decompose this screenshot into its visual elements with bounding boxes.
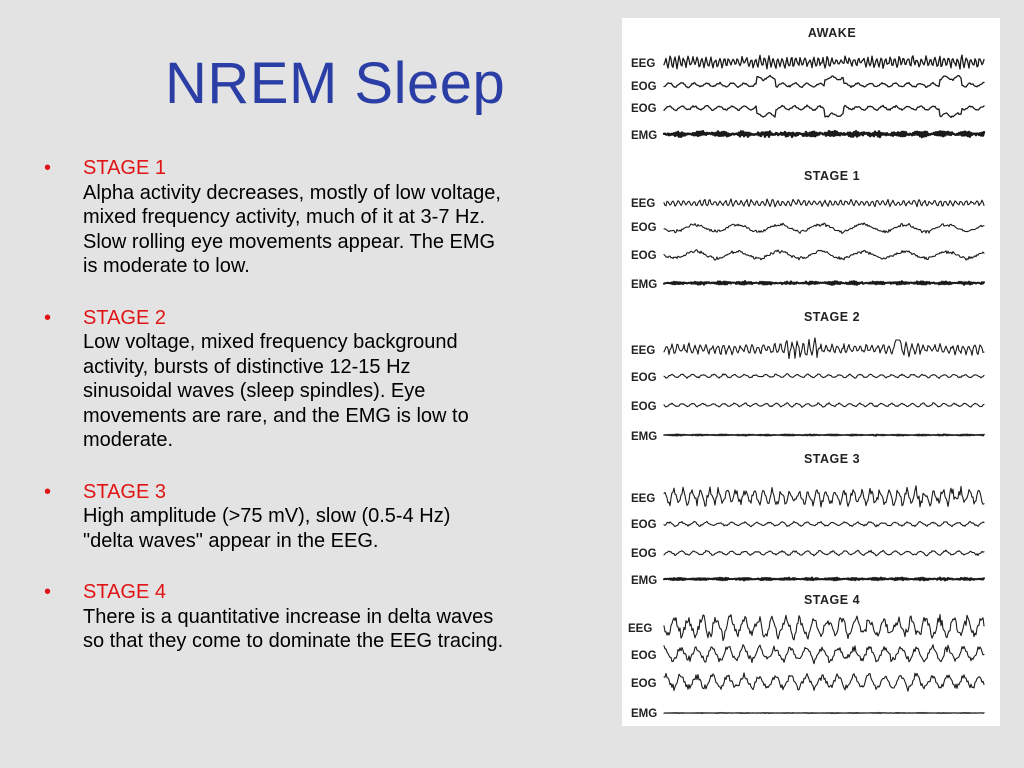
channel-label: EOG bbox=[631, 250, 657, 262]
emg-trace bbox=[664, 578, 984, 581]
eog-trace bbox=[664, 550, 984, 556]
eeg-trace bbox=[664, 338, 984, 359]
panel-heading-awake: AWAKE bbox=[807, 26, 857, 40]
panel-heading-stage-3: STAGE 3 bbox=[803, 452, 861, 466]
channel-label: EOG bbox=[631, 222, 657, 234]
channel-label: EMG bbox=[631, 130, 658, 142]
stage-line: Low voltage, mixed frequency background bbox=[83, 331, 458, 353]
stage-line: "delta waves" appear in the EEG. bbox=[83, 529, 379, 552]
channel-label: EOG bbox=[631, 372, 657, 384]
channel-label: EEG bbox=[631, 493, 656, 505]
eog-trace bbox=[664, 75, 984, 87]
bullet-marker: • bbox=[44, 306, 52, 329]
channel-label: EEG bbox=[631, 198, 656, 210]
polysomnography-figure bbox=[622, 18, 1000, 726]
stage-line: mixed frequency activity, much of it at 3-7 Hz. bbox=[83, 206, 486, 228]
stage-line: There is a quantitative increase in delta waves bbox=[83, 605, 494, 628]
stage-list bbox=[40, 156, 630, 681]
stage-line: movements are rare, and the EMG is low to bbox=[83, 404, 469, 427]
stage-label: STAGE 3 bbox=[83, 480, 166, 503]
panel-heading-stage-2: STAGE 2 bbox=[803, 310, 861, 324]
channel-label: EEG bbox=[631, 345, 656, 357]
channel-label: EMG bbox=[631, 431, 658, 443]
eog-trace bbox=[664, 223, 984, 234]
eog-trace bbox=[664, 521, 984, 526]
stage-line: sinusoidal waves (sleep spindles). Eye bbox=[83, 380, 426, 402]
stage-line: activity, bursts of distinctive 12-15 Hz bbox=[83, 355, 411, 378]
channel-label: EOG bbox=[631, 519, 657, 531]
eeg-trace bbox=[664, 486, 984, 507]
emg-trace bbox=[664, 131, 984, 137]
channel-label: EMG bbox=[631, 279, 658, 291]
stage-line: moderate. bbox=[83, 429, 174, 451]
stage-line: Slow rolling eye movements appear. The EMG bbox=[83, 230, 496, 253]
channel-label: EOG bbox=[631, 548, 657, 560]
stage-item-1 bbox=[40, 156, 630, 279]
stage-line: Alpha activity decreases, mostly of low voltage, bbox=[83, 181, 501, 204]
channel-label: EOG bbox=[631, 103, 657, 115]
stage-line: so that they come to dominate the EEG tracing. bbox=[83, 630, 504, 652]
stage-label: STAGE 4 bbox=[83, 581, 166, 603]
emg-trace bbox=[664, 281, 984, 285]
eog-trace bbox=[664, 250, 984, 260]
panel-heading-stage-1: STAGE 1 bbox=[803, 169, 861, 183]
stage-item-3 bbox=[40, 480, 630, 554]
stage-item-2 bbox=[40, 306, 630, 453]
eeg-trace bbox=[664, 199, 984, 207]
eeg-trace bbox=[664, 55, 984, 69]
eog-trace bbox=[664, 105, 984, 117]
channel-label: EOG bbox=[631, 678, 657, 690]
slide-title: NREM Sleep bbox=[165, 51, 506, 116]
channel-label: EOG bbox=[631, 401, 657, 413]
stage-label: STAGE 2 bbox=[83, 306, 166, 329]
bullet-marker: • bbox=[44, 157, 52, 179]
channel-label: EEG bbox=[631, 58, 656, 70]
channel-label: EEG bbox=[628, 623, 653, 635]
channel-label: EMG bbox=[631, 708, 658, 720]
eog-trace bbox=[664, 374, 984, 379]
bullet-marker: • bbox=[44, 581, 52, 603]
bullet-marker: • bbox=[44, 480, 52, 503]
channel-label: EOG bbox=[631, 81, 657, 93]
stage-label: STAGE 1 bbox=[83, 157, 166, 179]
panel-heading-stage-4: STAGE 4 bbox=[803, 593, 861, 607]
channel-label: EMG bbox=[631, 575, 658, 587]
emg-trace bbox=[664, 434, 984, 436]
eog-trace bbox=[664, 645, 984, 664]
eog-trace bbox=[664, 403, 984, 408]
stage-line: High amplitude (>75 mV), slow (0.5-4 Hz) bbox=[83, 505, 451, 527]
stage-item-4 bbox=[40, 580, 630, 654]
polysomnography-traces bbox=[622, 18, 1000, 726]
eog-trace bbox=[664, 673, 984, 691]
emg-trace bbox=[664, 712, 984, 713]
eeg-trace bbox=[664, 615, 984, 641]
channel-label: EOG bbox=[631, 650, 657, 662]
stage-line: is moderate to low. bbox=[83, 255, 250, 277]
